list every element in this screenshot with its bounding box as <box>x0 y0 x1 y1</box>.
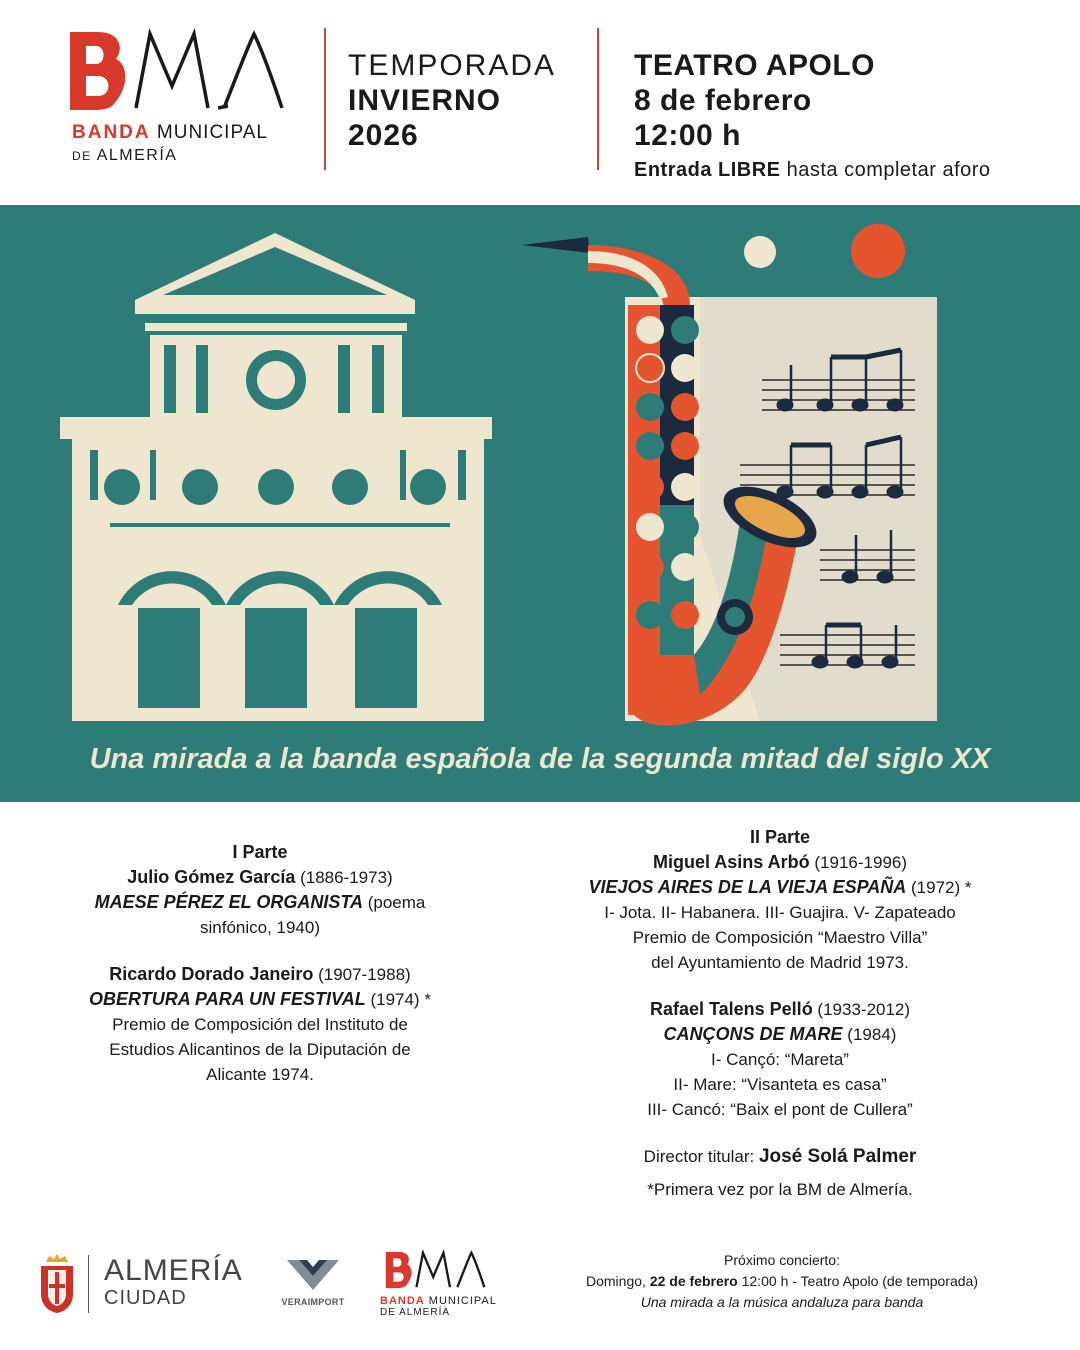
bma-footer-letters <box>380 1250 492 1290</box>
season-label: TEMPORADA <box>348 49 557 82</box>
piece-3-composer-line <box>540 850 1020 875</box>
bma-footer-municipal: MUNICIPAL <box>428 1295 497 1307</box>
prize-line: del Ayuntamiento de Madrid 1973. <box>651 953 909 972</box>
header <box>0 0 1080 205</box>
director-name: José Solá Palmer <box>758 1146 917 1167</box>
concert-time: 12:00 h <box>634 119 741 152</box>
veraimport-v-icon <box>285 1258 341 1292</box>
bma-logo-letters <box>68 28 288 114</box>
program-part-1 <box>40 840 480 1087</box>
entry-capacity: hasta completar aforo <box>786 159 991 181</box>
work-title: MAESE PÉREZ EL ORGANISTA <box>94 892 363 912</box>
composer-years: (1916-1996) <box>814 853 908 872</box>
work-title: CANÇONS DE MARE <box>663 1024 843 1044</box>
piece-4-work-line <box>540 1022 1020 1047</box>
theater-building-illustration <box>60 233 492 721</box>
sax-mouthpiece <box>522 237 590 253</box>
bma-footer-line2: DE ALMERÍA <box>380 1307 451 1318</box>
prize-line: Premio de Composición “Maestro Villa” <box>632 928 928 947</box>
next-concert-date: 22 de febrero <box>649 1273 738 1289</box>
program-part-2 <box>540 825 1020 1202</box>
piece-3-work-line <box>540 875 1020 900</box>
next-concert <box>540 1250 1024 1313</box>
venue-name: TEATRO APOLO <box>634 49 875 82</box>
movements-line: I- Jota. II- Habanera. III- Guajira. V- Zapateado <box>604 903 956 922</box>
header-divider-2 <box>597 28 599 170</box>
logo-subtitle-line2 <box>72 147 177 165</box>
composer-years: (1907-1988) <box>318 965 411 984</box>
movement-line: II- Mare: “Visanteta es casa” <box>673 1075 887 1094</box>
concert-date: 8 de febrero <box>634 84 812 117</box>
season-name: INVIERNO <box>348 84 502 117</box>
next-concert-label: Próximo concierto: <box>724 1252 840 1268</box>
ciudad-logo-text: CIUDAD <box>104 1287 187 1309</box>
composer-name: Rafael Talens Pelló <box>649 999 813 1019</box>
next-concert-day: Domingo, <box>586 1273 646 1289</box>
piece-2-work-line <box>40 987 480 1012</box>
saxophone-illustration <box>522 224 937 726</box>
bma-footer-line1 <box>380 1295 497 1307</box>
logo-city-word: ALMERÍA <box>96 147 178 164</box>
next-concert-when <box>540 1271 1024 1292</box>
sponsor-name: VERAIMPORT <box>281 1297 345 1307</box>
composer-name: Miguel Asins Arbó <box>652 852 810 872</box>
logo-de-word: DE <box>72 149 92 163</box>
almeria-coat-of-arms-icon <box>38 1254 76 1319</box>
prize-line: Alicante 1974. <box>206 1065 314 1084</box>
movement-line: III- Cancó: “Baix el pont de Cullera” <box>647 1100 913 1119</box>
movement-line: I- Cançó: “Mareta” <box>711 1050 849 1069</box>
composer-years: (1933-2012) <box>817 1000 911 1019</box>
composer-name: Julio Gómez García <box>127 867 296 887</box>
bma-footer-banda: BANDA <box>380 1295 425 1307</box>
almeria-logo-text: ALMERÍA <box>104 1254 243 1287</box>
director-line <box>540 1144 1020 1169</box>
concert-tagline: Una mirada a la banda española de la segunda mitad del siglo XX <box>89 743 991 775</box>
decor-circle-light <box>744 236 776 268</box>
next-concert-time-venue: 12:00 h - Teatro Apolo (de temporada) <box>741 1273 978 1289</box>
work-year: (1974) * <box>370 990 431 1009</box>
header-divider-1 <box>324 28 326 170</box>
illustration-banner <box>0 205 1080 802</box>
work-year: (1972) * <box>911 878 972 897</box>
veraimport-logo <box>280 1258 346 1307</box>
decor-circle-orange <box>851 224 905 278</box>
piece-4-composer-line <box>540 997 1020 1022</box>
part-1-title: I Parte <box>232 842 288 862</box>
composer-years: (1886-1973) <box>300 868 393 887</box>
footer-divider <box>88 1255 89 1313</box>
director-label: Director titular: <box>643 1147 755 1166</box>
composer-name: Ricardo Dorado Janeiro <box>109 964 314 984</box>
entry-free: Entrada LIBRE <box>634 159 781 181</box>
prize-line: Estudios Alicantinos de la Diputación de <box>109 1040 411 1059</box>
work-title: VIEJOS AIRES DE LA VIEJA ESPAÑA <box>588 877 907 897</box>
logo-municipal-word: MUNICIPAL <box>156 122 268 143</box>
logo-banda-word: BANDA <box>72 122 151 143</box>
prize-line: Premio de Composición del Instituto de <box>112 1015 408 1034</box>
work-note: (poema <box>367 893 426 912</box>
work-title: OBERTURA PARA UN FESTIVAL <box>89 989 366 1009</box>
work-note-continued: sinfónico, 1940) <box>199 918 321 937</box>
piece-2-composer-line <box>40 962 480 987</box>
next-concert-title: Una mirada a la música andaluza para banda <box>640 1294 924 1310</box>
bma-footer-logo <box>380 1250 497 1318</box>
piece-1-work-line <box>40 890 480 915</box>
entry-info <box>634 155 991 185</box>
premiere-footnote: *Primera vez por la BM de Almería. <box>647 1180 913 1199</box>
work-year: (1984) <box>847 1025 897 1044</box>
bma-logo <box>68 28 288 114</box>
logo-subtitle-line1 <box>72 122 268 144</box>
season-block <box>348 48 556 153</box>
almeria-ciudad-logo <box>104 1255 243 1309</box>
season-year: 2026 <box>348 119 419 152</box>
poster-illustration <box>0 205 1080 802</box>
piece-1-composer-line <box>40 865 480 890</box>
venue-block <box>634 48 991 185</box>
part-2-title: II Parte <box>749 827 811 847</box>
